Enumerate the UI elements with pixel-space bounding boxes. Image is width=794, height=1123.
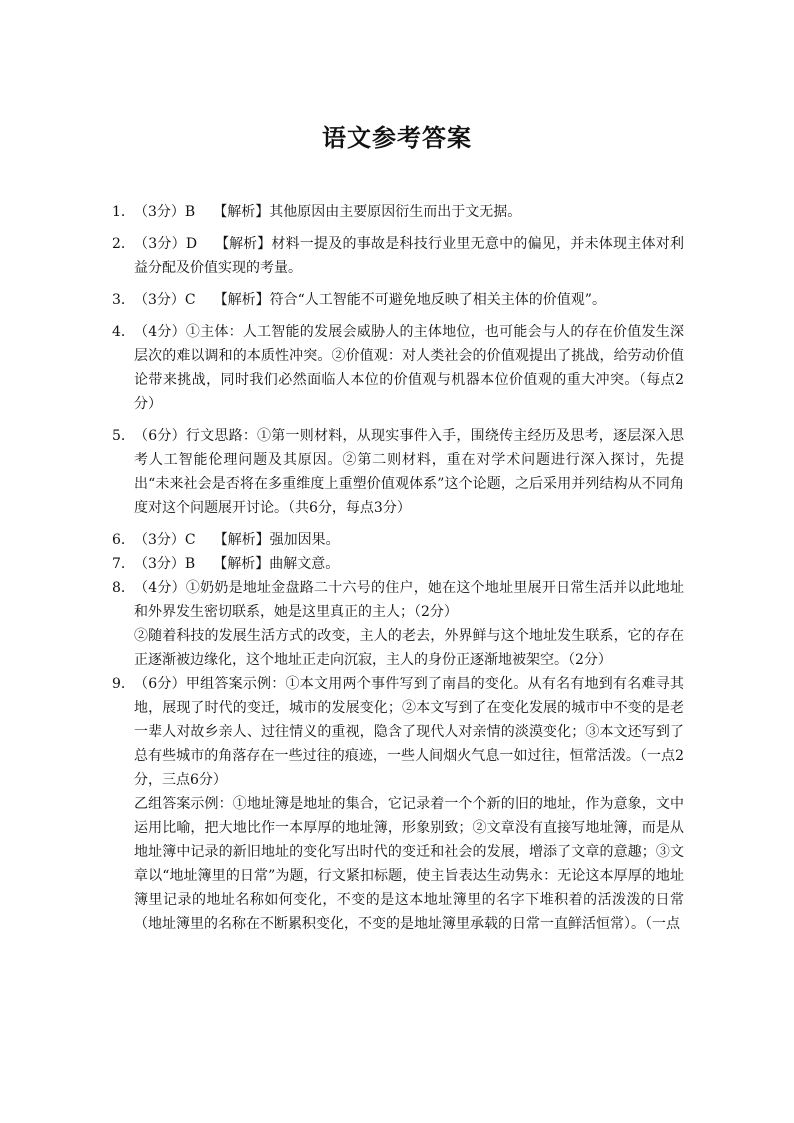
analysis-label: 【解析】 xyxy=(213,556,270,572)
analysis-label: 【解析】 xyxy=(213,532,270,548)
answer-item-5 xyxy=(112,424,684,520)
item-text: （6分）行文思路：①第一则材料，从现实事件入手，围绕传主经历及思考，逐层深入思考人工智能伦理问题及其原因。②第二则材料，重在对学术问题进行深入探讨，先提出“未来社会是否将在多重维度上重塑价值观体系”这个论题，之后采用并列结构从不同角度对这个问题展开讨论。（共6分，每点3分） xyxy=(134,428,684,516)
answer-item-4 xyxy=(112,320,684,416)
answer-list xyxy=(112,200,684,936)
item-score: （3分）B xyxy=(134,556,196,572)
item-number: 1． xyxy=(112,204,135,220)
item-number: 2． xyxy=(112,236,135,252)
page-title: 语文参考答案 xyxy=(322,124,472,152)
item-text: 其他原因由主要原因衍生而出于文无据。 xyxy=(269,204,522,220)
item-number: 4． xyxy=(112,324,135,340)
item-score: （3分）D xyxy=(134,236,198,252)
item-paragraph: （4分）①奶奶是地址金盘路二十六号的住户，她在这个地址里展开日常生活并以此地址和外界发生密切联系，她是这里真正的主人；（2分） xyxy=(134,580,684,620)
answer-item-6 xyxy=(112,528,684,552)
item-score: （3分）C xyxy=(134,532,196,548)
item-number: 8． xyxy=(112,580,135,596)
item-text: （4分）①主体：人工智能的发展会威胁人的主体地位，也可能会与人的存在价值发生深层次的难以调和的本质性冲突。②价值观：对人类社会的价值观提出了挑战，给劳动价值论带来挑战，同时我们必然面临人本位的价值观与机器本位价值观的重大冲突。（每点2分） xyxy=(134,324,684,412)
analysis-label: 【解析】 xyxy=(213,292,270,308)
item-score: （3分）C xyxy=(134,292,196,308)
answer-item-1 xyxy=(112,200,684,224)
item-paragraph: ②随着科技的发展生活方式的改变，主人的老去，外界鲜与这个地址发生联系，它的存在正逐渐被边缘化，这个地址正走向沉寂，主人的身份正逐渐地被架空。（2分） xyxy=(134,628,684,668)
item-number: 5． xyxy=(112,428,135,444)
answer-item-3 xyxy=(112,288,684,312)
answer-item-2 xyxy=(112,232,684,280)
item-text: 材料一提及的事故是科技行业里无意中的偏见，并未体现主体对利益分配及价值实现的考量。 xyxy=(134,236,684,276)
item-text: 曲解文意。 xyxy=(269,556,340,572)
item-text: 强加因果。 xyxy=(269,532,340,548)
answer-item-8 xyxy=(112,576,684,672)
item-number: 7． xyxy=(112,556,135,572)
answer-item-7 xyxy=(112,552,684,576)
item-number: 9． xyxy=(112,676,135,692)
answer-item-9 xyxy=(112,672,684,936)
item-text: 符合“人工智能不可避免地反映了相关主体的价值观”。 xyxy=(269,292,606,308)
analysis-label: 【解析】 xyxy=(213,204,270,220)
item-number: 6． xyxy=(112,532,135,548)
item-paragraph: （6分）甲组答案示例：①本文用两个事件写到了南昌的变化。从有名有地到有名难寻其地，展现了时代的变迁，城市的发展变化；②本文写到了在变化发展的城市中不变的是老一辈人对故乡亲人、过往情义的重视，隐含了现代人对亲情的淡漠变化；③本文还写到了总有些城市的角落存在一些过往的痕迹，一些人间烟火气息一如过往，恒常活泼。（一点2分，三点6分） xyxy=(134,676,684,788)
item-score: （3分）B xyxy=(134,204,196,220)
item-paragraph: 乙组答案示例：①地址簿是地址的集合，它记录着一个个新的旧的地址，作为意象，文中运用比喻，把大地比作一本厚厚的地址簿，形象别致；②文章没有直接写地址簿，而是从地址簿中记录的新旧地址的变化写出时代的变迁和社会的发展，增添了文章的意趣；③文章以“地址簿里的日常”为题，行文紧扣标题，使主旨表达生动隽永：无论这本厚厚的地址簿里记录的地址名称如何变化，不变的是这本地址簿里的名字下堆积着的活泼泼的日常（地址簿里的名称在不断累积变化，不变的是地址簿里承载的日常一直鲜活恒常）。（一点 xyxy=(134,796,684,932)
item-number: 3． xyxy=(112,292,135,308)
analysis-label: 【解析】 xyxy=(215,236,272,252)
